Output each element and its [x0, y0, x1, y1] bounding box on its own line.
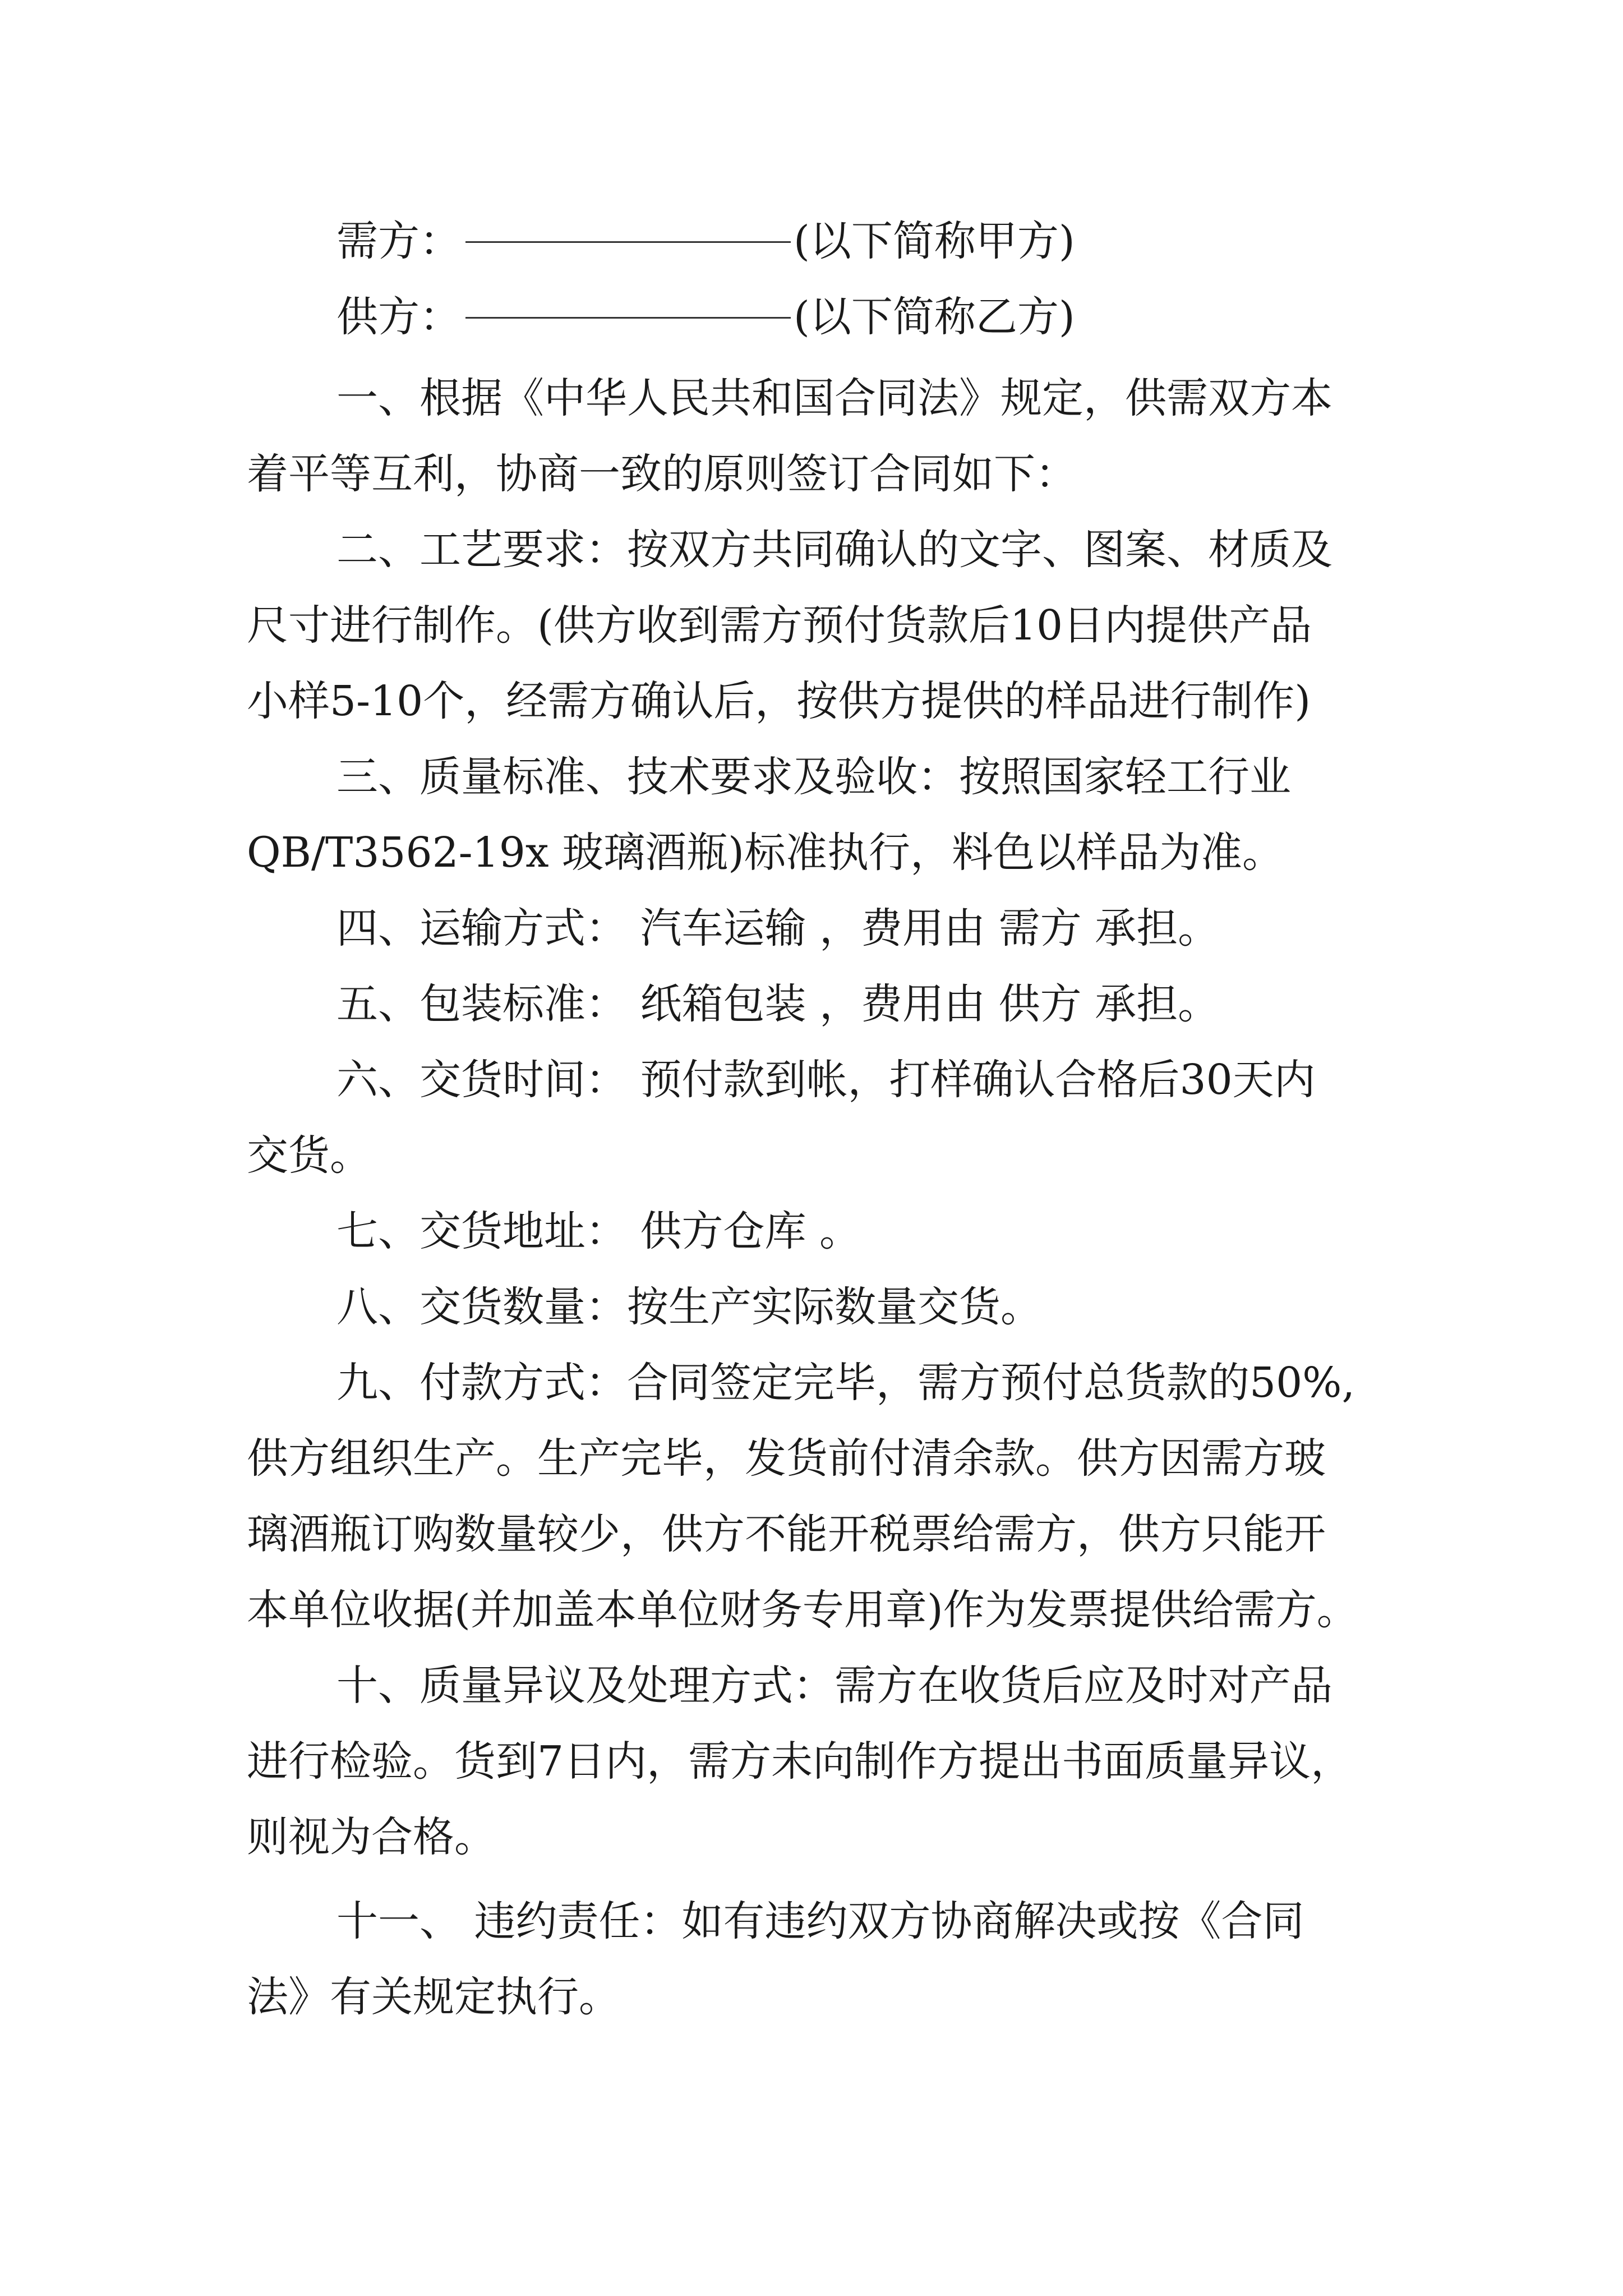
clause-11-line-2: 法》有关规定执行。 — [247, 1973, 620, 2021]
clause-9-line-4: 本单位收据(并加盖本单位财务专用章)作为发票提供给需方。 — [247, 1586, 1358, 1634]
clause-5: 五、包装标准： 纸箱包装 ，费用由 供方 承担。 — [336, 980, 1220, 1028]
clause-10-line-2: 进行检验。货到7日内，需方未向制作方提出书面质量异议， — [247, 1737, 1353, 1786]
clause-7: 七、交货地址： 供方仓库 。 — [336, 1207, 861, 1255]
clause-10-line-3: 则视为合格。 — [247, 1813, 496, 1861]
party-supply-suffix: (以下简称乙方) — [794, 293, 1075, 341]
clause-11-line-1: 十一、 违约责任：如有违约双方协商解决或按《合同 — [336, 1897, 1304, 1945]
party-supply-blank[interactable] — [465, 283, 791, 319]
clause-4: 四、运输方式： 汽车运输 ，费用由 需方 承担。 — [336, 904, 1220, 953]
clause-10-line-1: 十、质量异议及处理方式：需方在收货后应及时对产品 — [336, 1662, 1332, 1710]
party-demand-blank[interactable] — [465, 208, 791, 243]
clause-6-line-2: 交货。 — [247, 1131, 371, 1180]
party-supply-label: 供方： — [336, 293, 461, 341]
clause-2-line-1: 二、工艺要求：按双方共同确认的文字、图案、材质及 — [336, 526, 1332, 574]
party-demand-line — [0, 213, 1623, 269]
clause-3-line-1: 三、质量标准、技术要求及验收：按照国家轻工行业 — [336, 753, 1291, 801]
party-supply-line — [0, 289, 1623, 345]
clause-2-line-3: 小样5-10个，经需方确认后，按供方提供的样品进行制作) — [247, 677, 1311, 725]
clause-6-line-1: 六、交货时间： 预付款到帐，打样确认合格后30天内 — [336, 1056, 1316, 1104]
clause-1-line-2: 着平等互利，协商一致的原则签订合同如下： — [247, 450, 1077, 498]
clause-2-line-2: 尺寸进行制作。(供方收到需方预付货款后10日内提供产品 — [247, 601, 1312, 650]
party-demand-label: 需方： — [336, 217, 461, 265]
clause-8: 八、交货数量：按生产实际数量交货。 — [336, 1283, 1042, 1331]
clause-9-line-2: 供方组织生产。生产完毕，发货前付清余款。供方因需方玻 — [247, 1434, 1326, 1483]
clause-1-line-1: 一、根据《中华人民共和国合同法》规定，供需双方本 — [336, 374, 1332, 422]
clause-9-line-3: 璃酒瓶订购数量较少，供方不能开税票给需方，供方只能开 — [247, 1510, 1326, 1558]
party-demand-suffix: (以下简称甲方) — [794, 217, 1075, 265]
clause-3-line-2: QB/T3562-19x 玻璃酒瓶)标准执行，料色以样品为准。 — [247, 829, 1284, 877]
clause-9-line-1: 九、付款方式：合同签定完毕，需方预付总货款的50%, — [336, 1359, 1355, 1407]
